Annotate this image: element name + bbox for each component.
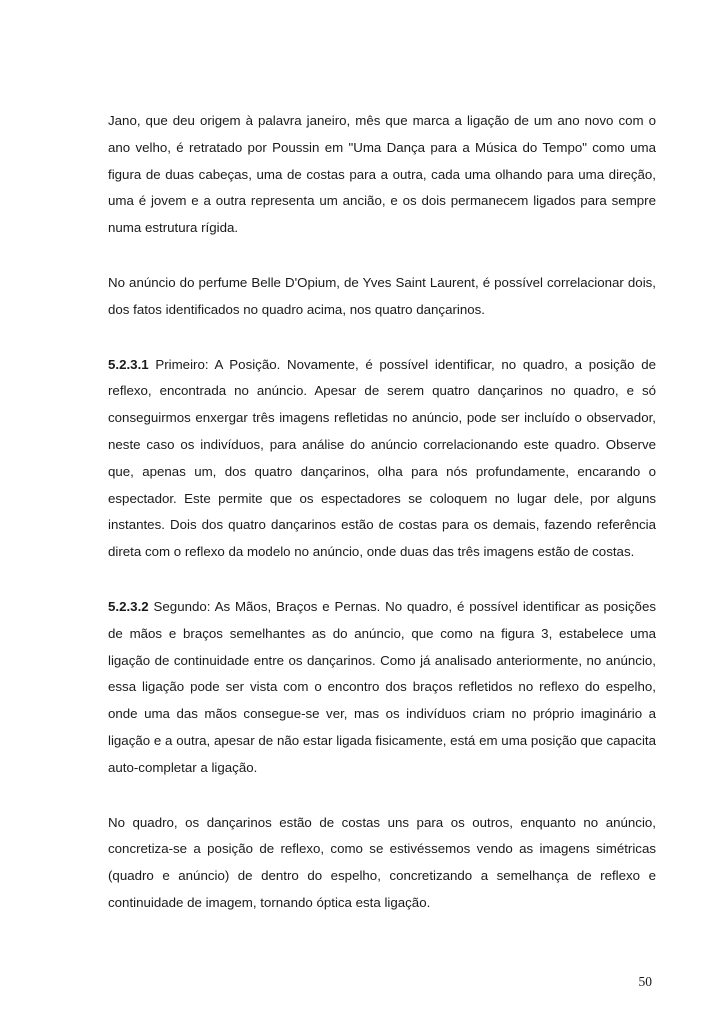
body-text [108,108,656,945]
paragraph-text: Jano, que deu origem à palavra janeiro, mês que marca a ligação de um ano novo com o ano velho, é retratado por Poussin em "Uma Dança para a Música do Tempo" como uma figura de duas cabeças, uma de costas para a outra, cada uma olhando para uma direção, uma é jovem e a outra representa um ancião, e os dois permanecem ligados para sempre numa estrutura rígida. [108,113,656,236]
paragraph-belle-dopium [108,270,656,324]
section-5-2-3-1 [108,352,656,566]
section-number: 5.2.3.1 [108,356,149,372]
paragraph-quadro [108,810,656,917]
paragraph-text: Primeiro: A Posição. Novamente, é possível identificar, no quadro, a posição de reflexo, encontrada no anúncio. Apesar de serem quatro dançarinos no quadro, e só conseguirmos enxergar três imagens refletidas no anúncio, pode ser incluído o observador, neste caso os indivíduos, para análise do anúncio correlacionando este quadro. Observe que, apenas um, dos quatro dançarinos, olha para nós profundamente, encarando o espectador. Este permite que os espectadores se coloquem no lugar dele, por alguns instantes. Dois dos quatro dançarinos estão de costas para os demais, fazendo referência direta com o reflexo da modelo no anúncio, onde duas das três imagens estão de costas. [108,356,657,560]
page-number: 50 [638,974,652,989]
paragraph-text: Segundo: As Mãos, Braços e Pernas. No quadro, é possível identificar as posições de mãos e braços semelhantes as do anúncio, que como na figura 3, estabelece uma ligação de continuidade entre os dançarinos. Como já analisado anteriormente, no anúncio, essa ligação pode ser vista com o encontro dos braços refletidos no reflexo do espelho, onde uma das mãos consegue-se ver, mas os indivíduos criam no próprio imaginário a ligação e a outra, apesar de não estar ligada fisicamente, está em uma posição que capacita auto-completar a ligação. [108,598,656,775]
paragraph-text: No quadro, os dançarinos estão de costas uns para os outros, enquanto no anúncio, concretiza-se a posição de reflexo, como se estivéssemos vendo as imagens simétricas (quadro e anúncio) de dentro do espelho, concretizando a semelhança de reflexo e continuidade de imagem, tornando óptica esta ligação. [108,814,656,910]
paragraph-jano [108,108,656,242]
section-5-2-3-2 [108,594,656,782]
paragraph-text: No anúncio do perfume Belle D'Opium, de Yves Saint Laurent, é possível correlacionar dois, dos fatos identificados no quadro acima, nos quatro dançarinos. [108,274,656,317]
section-number: 5.2.3.2 [108,598,149,614]
